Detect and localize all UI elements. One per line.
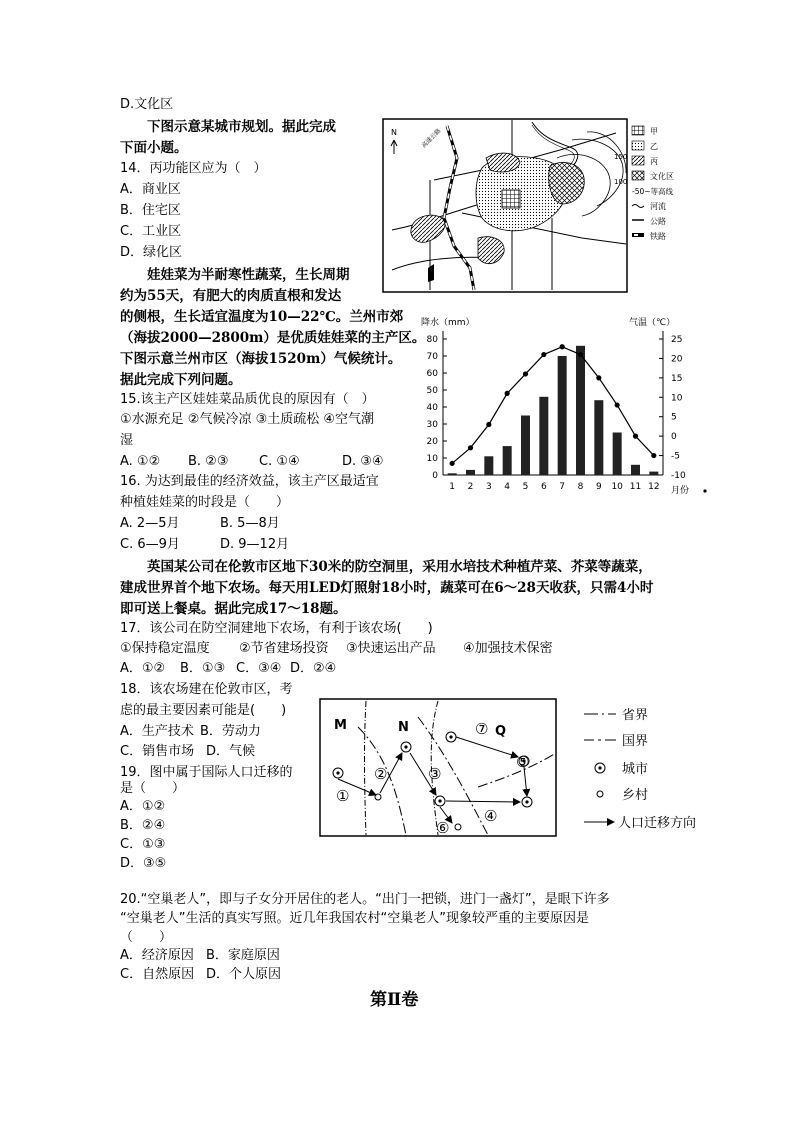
legend-village: 乡村 [622,788,649,803]
legend-city: 城市 [622,762,649,777]
tick-label-left: 50 [426,386,438,396]
q17-option-d[interactable]: D．②④ [290,661,337,676]
legend-river: 河流 [650,202,666,211]
q18-stem-1: 18．该农场建在伦敦市区，考 [120,682,293,697]
q16-stem-1: 16. 为达到最佳的经济效益，该主产区最适宜 [120,474,379,489]
tick-label-left: 60 [426,369,438,379]
q17-statement-3: ③快速运出产品 [346,641,436,656]
precip-bar [448,473,457,475]
label-3: ③ [428,765,442,783]
q15-option-c[interactable]: C. ①④ [259,454,300,469]
chart-ylabel-right: 气温（℃） [629,318,676,328]
zone-bing-north [486,153,520,172]
label-6: ⑥ [436,819,450,837]
q19-stem-1: 19．图中属于国际人口迁移的 [120,765,293,780]
label-q: Q [495,724,507,739]
legend-contour: -50~等高线 [632,187,674,196]
temperature-line [452,347,654,464]
temperature-point [578,352,583,357]
q15-statements-1: ①水源充足 ②气候冷凉 ③土质疏松 ④空气潮 [120,412,375,427]
temperature-point [615,402,620,407]
migration-map [318,697,718,842]
temperature-point [541,352,546,357]
precip-bar [631,465,640,475]
q18-option-c[interactable]: C．销售市场 [120,744,195,759]
temperature-point [505,391,510,396]
north-label: N [391,128,397,137]
tick-label-right: 15 [671,373,683,384]
q16-stem-2: 种植娃娃菜的时段是（ ） [120,495,290,510]
intro-city-plan-2: 下面小题。 [120,140,188,156]
precip-bar [613,433,622,476]
precip-bar [503,446,512,475]
precip-bar [649,472,658,475]
q17-stem: 17．该公司在防空洞建地下农场，有利于该农场( ) [120,621,433,636]
prev-option: D.文化区 [120,97,174,112]
q16-option-c[interactable]: C. 6—9月 [120,537,180,552]
intro-cabbage-3: 的侧根，生长适宜温度为10—22℃。兰州市郊 [120,309,404,325]
q18-stem-2: 虑的最主要因素可能是( ) [120,703,287,718]
q16-option-b[interactable]: B. 5—8月 [220,516,280,531]
q18-option-d[interactable]: D．气候 [206,744,256,759]
temperature-point [486,422,491,427]
tick-label-left: 20 [426,437,438,447]
precip-bar [576,346,585,475]
precip-bar [484,456,493,475]
q15-option-d[interactable]: D. ③④ [342,454,384,469]
chart-ylabel-left: 降水（mm） [421,318,475,328]
city-n [401,742,411,752]
highway-label: 高速公路 [420,127,443,150]
q15-statements-2: 湿 [120,433,134,448]
temperature-point [560,344,565,349]
temperature-point [651,453,656,458]
q14-option-d[interactable]: D．绿化区 [120,245,183,260]
tick-label-right: 20 [671,354,683,365]
month-label: 9 [595,482,602,492]
q15-option-b[interactable]: B. ②③ [188,454,229,469]
q15-stem: 15.该主产区娃娃菜品质优良的原因有（ ） [120,392,375,407]
tick-label-right: 5 [671,412,677,423]
precip-bar [558,356,567,475]
q18-option-a[interactable]: A．生产技术 [120,724,194,739]
month-label: 8 [577,482,584,492]
tick-label-right: 25 [671,335,683,345]
temperature-point [633,434,638,439]
q17-option-c[interactable]: C．③④ [236,661,282,676]
q14-option-b[interactable]: B．住宅区 [120,203,181,218]
legend-road: 公路 [650,217,666,226]
month-label: 1 [449,482,456,492]
q17-statement-2: ②节省建场投资 [239,641,329,656]
q17-option-a[interactable]: A．①② [120,661,166,676]
label-2: ② [374,765,388,783]
intro-cabbage-6: 据此完成下列问题。 [120,372,242,388]
legend-city-icon [595,763,605,773]
legend-railway: 铁路 [650,232,666,241]
q17-statement-4: ④加强技术保密 [463,641,553,656]
tick-label-left: 0 [432,471,438,481]
city-plan-map [382,118,704,293]
contour-label-150: 150 [614,153,628,161]
precip-bar [539,397,548,475]
q19-option-c[interactable]: C．①③ [120,837,166,852]
tick-label-right: 0 [671,432,677,443]
legend-bing: 丙 [650,157,658,166]
temperature-point [523,371,528,376]
q20-stem-3: （ ） [120,930,173,945]
q20-option-c[interactable]: C．自然原因 [120,967,195,982]
climate-chart [405,305,715,505]
q19-option-d[interactable]: D．③⑤ [120,856,167,871]
q14-option-c[interactable]: C．工业区 [120,224,182,239]
intro-cabbage-2: 约为55天，有肥大的肉质直根和发达 [120,288,342,304]
q17-option-b[interactable]: B．①③ [180,661,226,676]
stray-dot [703,489,706,492]
q20-stem-1: 20.“空巢老人”，即与子女分开居住的老人。“出门一把锁，进门一盏灯”，是眼下许多 [120,892,610,907]
zone-jia [502,190,520,208]
temperature-point [596,375,601,380]
month-label: 2 [467,482,474,492]
tick-label-right: 10 [671,393,683,404]
precip-bar [521,416,530,476]
month-label: 5 [522,482,529,492]
label-7: ⑦ [475,720,489,738]
city-se [522,797,532,807]
q20-option-a[interactable]: A．经济原因 [120,948,194,963]
chart-xlabel: 月份 [671,486,690,496]
legend-national: 国界 [622,734,649,749]
tick-label-right: -5 [671,451,680,462]
legend-village-icon [597,791,603,797]
tick-label-left: 70 [426,352,438,362]
q18-option-b[interactable]: B．劳动力 [200,724,261,739]
q16-option-d[interactable]: D. 9—12月 [220,537,290,552]
precip-bar [594,400,603,475]
intro-london-1: 英国某公司在伦敦市区地下30米的防空洞里，采用水培技术种植芹菜、芥菜等蔬菜， [147,559,652,575]
label-m: M [334,718,347,733]
tick-label-left: 40 [426,403,438,413]
tick-label-left: 10 [426,454,438,464]
q20-option-b[interactable]: B．家庭原因 [206,948,280,963]
tick-label-left: 80 [426,335,438,345]
q19-stem-2: 是（ ） [120,781,186,796]
q19-option-b[interactable]: B．②④ [120,818,166,833]
label-4: ④ [484,807,498,825]
q20-option-d[interactable]: D．个人原因 [206,967,282,982]
legend-culture: 文化区 [650,172,674,181]
month-label: 6 [540,482,547,492]
label-1: ① [336,787,350,805]
temperature-point [468,445,473,450]
q15-option-a[interactable]: A. ①② [120,454,161,469]
month-label: 4 [504,482,511,492]
month-label: 11 [629,482,642,492]
contour-label-100: 100 [614,178,628,186]
label-n: N [398,720,409,735]
legend-jia: 甲 [650,127,658,136]
city-m [333,768,343,778]
part-two-title: 第Ⅱ卷 [370,990,419,1010]
intro-cabbage-1: 娃娃菜为半耐寒性蔬菜，生长周期 [147,267,350,283]
temperature-point [450,461,455,466]
label-5: ⑤ [516,753,530,771]
intro-london-3: 即可送上餐桌。据此完成17～18题。 [120,601,347,617]
intro-london-2: 建成世界首个地下农场。每天用LED灯照射18小时，蔬菜可在6～28天收获，只需4小时 [120,580,654,596]
tick-label-right: -10 [671,471,686,481]
intro-cabbage-4: （海拔2000—2800m）是优质娃娃菜的主产区。 [120,330,426,346]
month-label: 10 [611,482,623,492]
legend-province: 省界 [622,708,649,723]
q14-option-a[interactable]: A．商业区 [120,182,181,197]
q16-option-a[interactable]: A. 2—5月 [120,516,180,531]
intro-city-plan-1: 下图示意某城市规划。据此完成 [147,119,336,135]
q20-stem-2: “空巢老人”生活的真实写照。近几年我国农村“空巢老人”现象较严重的主要原因是 [120,911,589,926]
q19-option-a[interactable]: A．①② [120,799,166,814]
village-2 [455,824,461,830]
q17-statement-1: ①保持稳定温度 [120,641,210,656]
tick-label-left: 30 [426,420,438,430]
intro-cabbage-5: 下图示意兰州市区（海拔1520m）气候统计。 [120,351,402,367]
precip-bar [466,470,475,475]
city-west-q [446,732,456,742]
legend-yi: 乙 [650,142,658,151]
month-label: 3 [485,482,492,492]
q14-stem: 14．丙功能区应为（ ） [120,161,267,176]
legend-migration: 人口迁移方向 [618,816,697,831]
month-label: 7 [559,482,566,492]
city-s [435,796,445,806]
month-label: 12 [648,482,660,492]
